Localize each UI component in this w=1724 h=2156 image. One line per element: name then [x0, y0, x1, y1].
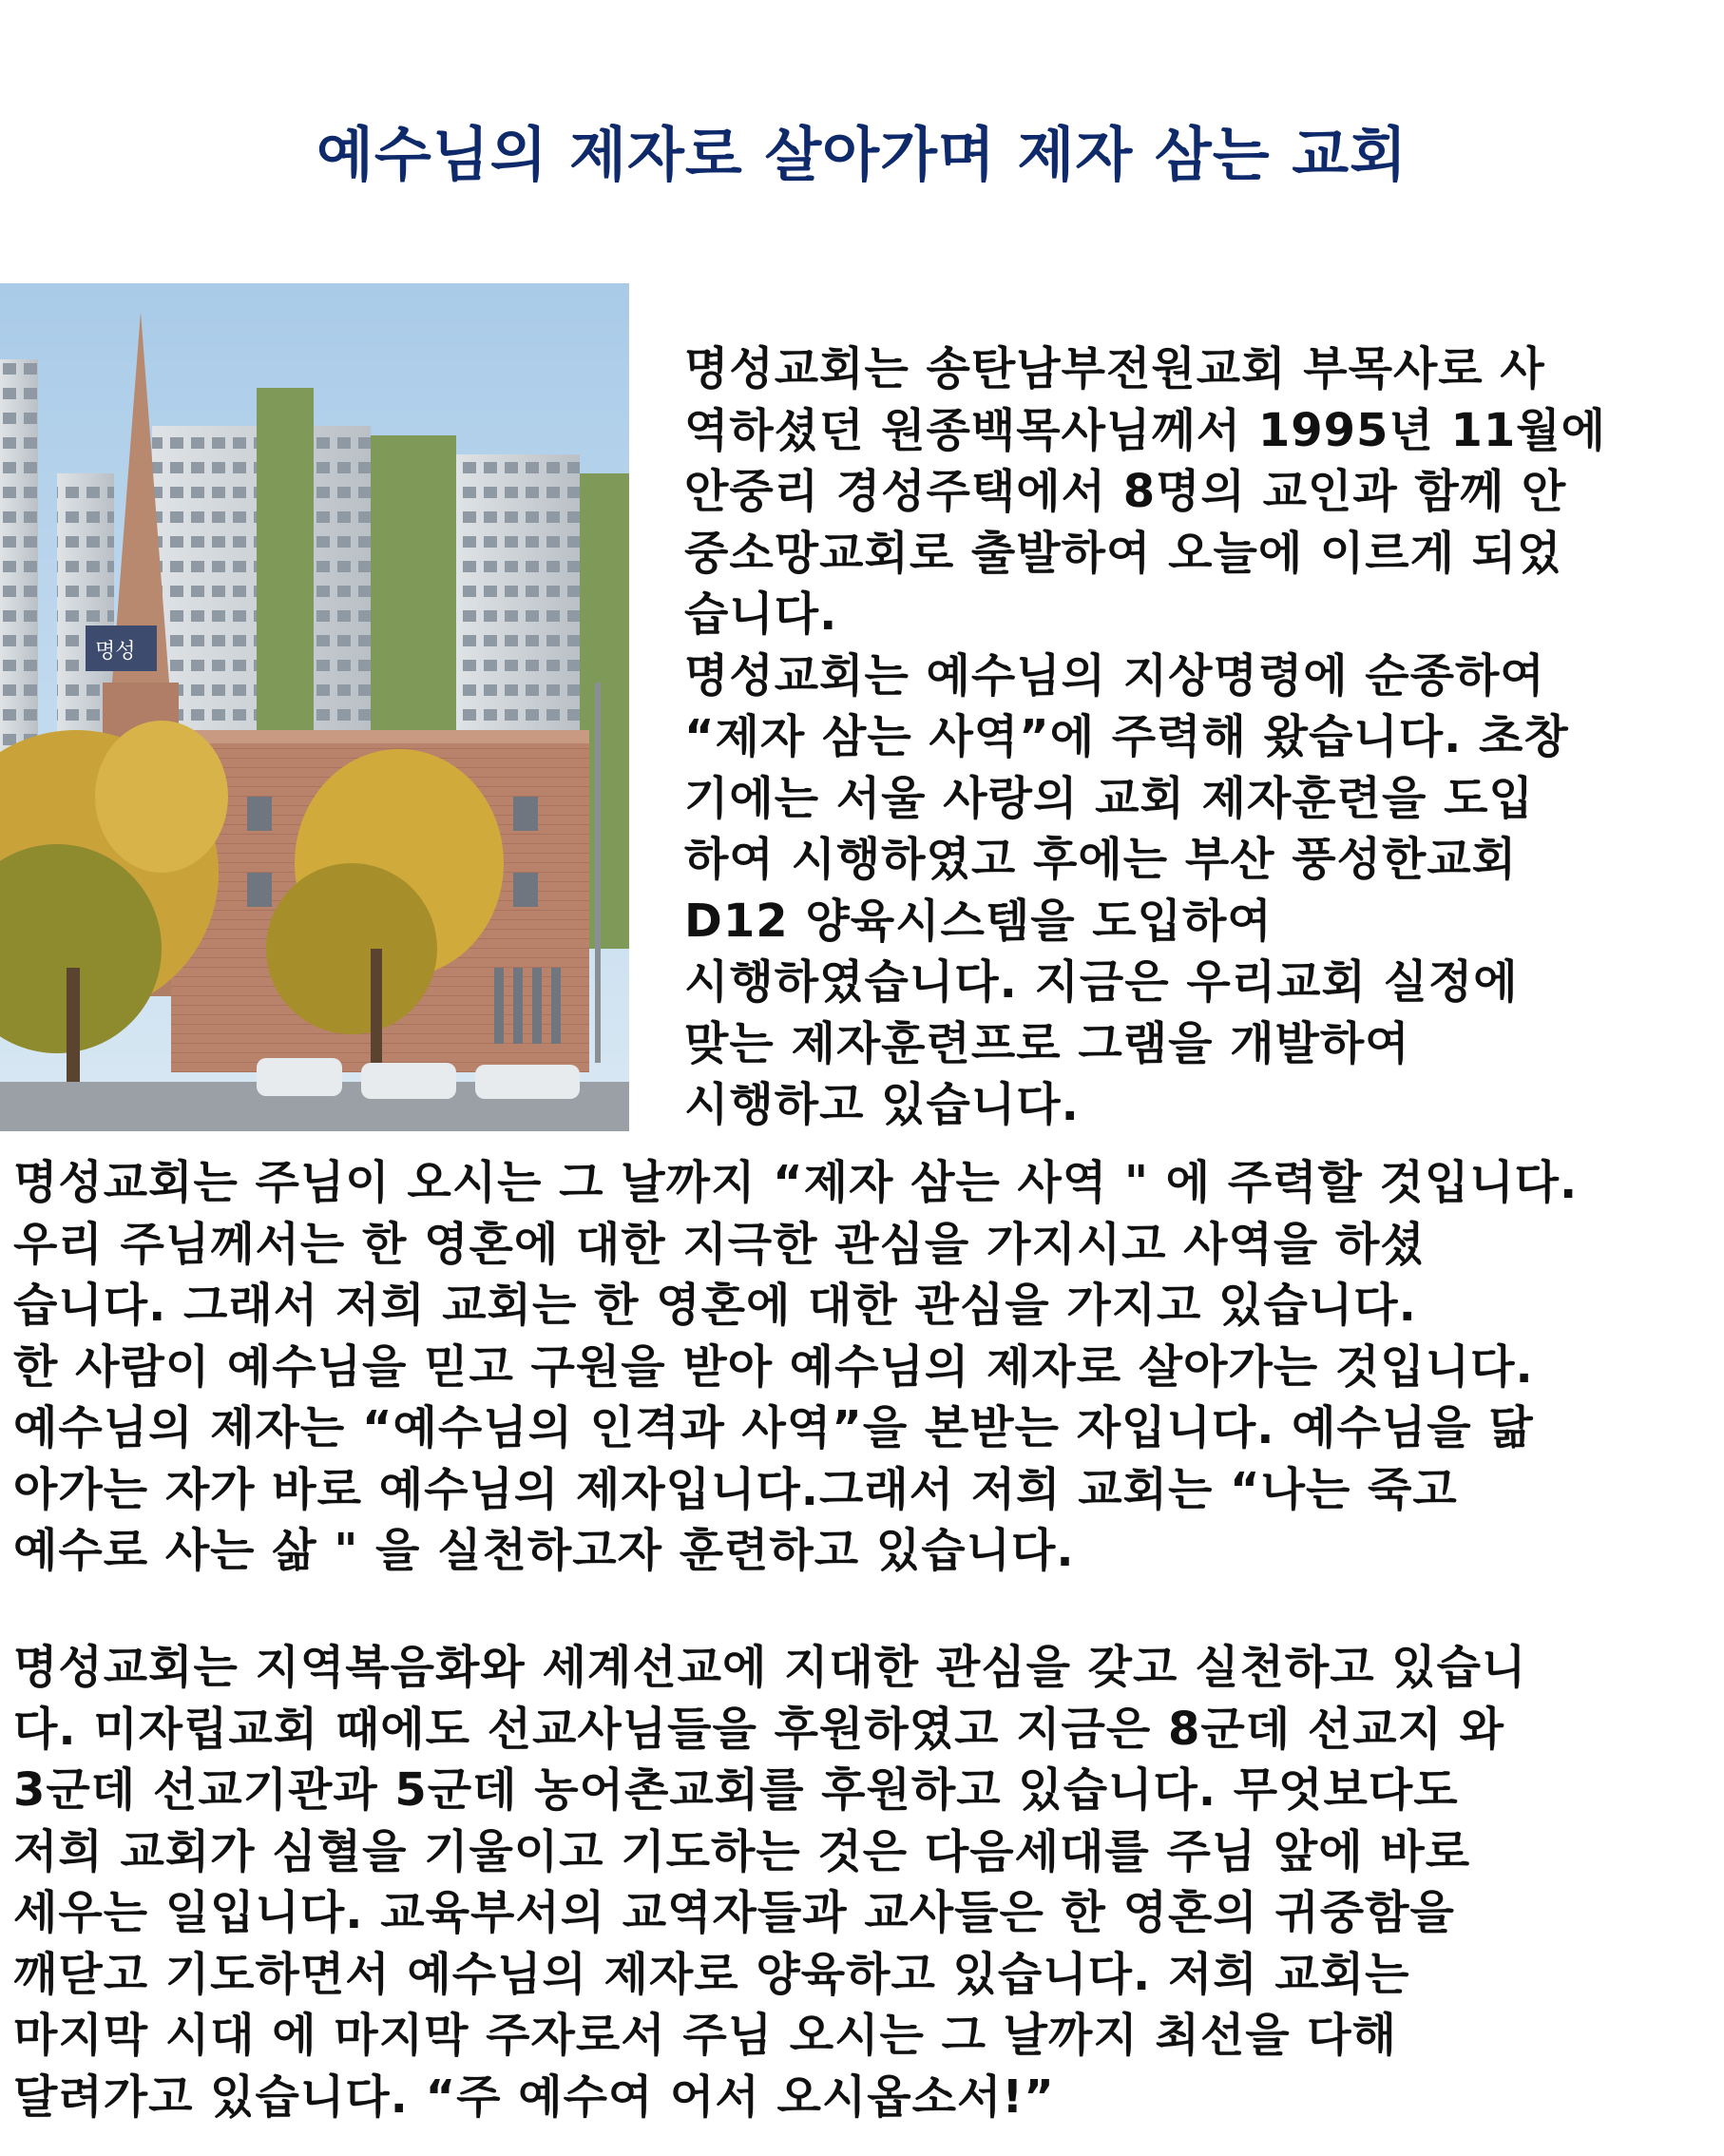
paragraph-line: 깨닫고 기도하면서 예수님의 제자로 양육하고 있습니다. 저희 교회는 [13, 1947, 1410, 2001]
intro-line: 시행하고 있습니다. [684, 1078, 1080, 1131]
church-photo-illustration [0, 283, 629, 1131]
paragraph-line: 3군데 선교기관과 5군데 농어촌교회를 후원하고 있습니다. 무엇보다도 [13, 1763, 1459, 1817]
paragraph-line: 다. 미자립교회 때에도 선교사님들을 후원하였고 지금은 8군데 선교지 와 [13, 1702, 1504, 1756]
paragraph-missions [13, 1637, 1714, 2127]
paragraph-line: 명성교회는 주님이 오시는 그 날까지 “제자 삼는 사역 " 에 주력할 것입니다. [13, 1156, 1579, 1209]
intro-line: 습니다. [684, 587, 838, 641]
intro-line: 맞는 제자훈련프로 그램을 개발하여 [684, 1016, 1410, 1070]
paragraph-line: 예수로 사는 삶 " 을 실천하고자 훈련하고 있습니다. [13, 1524, 1075, 1577]
intro-line: 명성교회는 예수님의 지상명령에 순종하여 [684, 648, 1545, 703]
church-building-photo [0, 283, 629, 1131]
paragraph-line: 우리 주님께서는 한 영혼에 대한 지극한 관심을 가지시고 사역을 하셨 [13, 1217, 1426, 1271]
paragraph-line: 명성교회는 지역복음화와 세계선교에 지대한 관심을 갖고 실천하고 있습니 [13, 1641, 1527, 1694]
paragraph-line: 예수님의 제자는 “예수님의 인격과 사역”을 본받는 자입니다. 예수님을 닮 [13, 1401, 1534, 1454]
paragraph-line: 습니다. 그래서 저희 교회는 한 영혼에 대한 관심을 가지고 있습니다. [13, 1279, 1417, 1332]
church-sign-text: 명성 [95, 640, 136, 664]
intro-line: 중소망교회로 출발하여 오늘에 이르게 되었 [684, 526, 1562, 580]
paragraph-line: 아가는 자가 바로 예수님의 제자입니다.그래서 저희 교회는 “나는 죽고 [13, 1462, 1458, 1516]
paragraph-discipleship [13, 1152, 1714, 1582]
intro-line: D12 양육시스템을 도입하여 [684, 894, 1273, 948]
intro-line: 안중리 경성주택에서 8명의 교인과 함께 안 [684, 465, 1567, 518]
intro-line: “제자 삼는 사역”에 주력해 왔습니다. 초창 [684, 710, 1569, 763]
intro-line: 명성교회는 송탄남부전원교회 부목사로 사 [684, 342, 1545, 395]
page-title: 예수님의 제자로 살아가며 제자 삼는 교회 [316, 120, 1408, 189]
paragraph-line: 마지막 시대 에 마지막 주자로서 주님 오시는 그 날까지 최선을 다해 [13, 2009, 1398, 2062]
intro-line: 기에는 서울 사랑의 교회 제자훈련을 도입 [684, 771, 1534, 825]
paragraph-line: 한 사람이 예수님을 믿고 구원을 받아 예수님의 제자로 살아가는 것입니다. [13, 1339, 1534, 1394]
intro-text-block [684, 338, 1701, 1136]
intro-line: 하여 시행하였고 후에는 부산 풍성한교회 [684, 833, 1518, 886]
intro-line: 역하셨던 원종백목사님께서 1995년 11월에 [684, 403, 1607, 457]
intro-line: 시행하였습니다. 지금은 우리교회 실정에 [684, 955, 1519, 1009]
paragraph-line: 세우는 일입니다. 교육부서의 교역자들과 교사들은 한 영혼의 귀중함을 [13, 1886, 1455, 1939]
paragraph-line: 달려가고 있습니다. “주 예수여 어서 오시옵소서!” [13, 2069, 1055, 2124]
paragraph-line: 저희 교회가 심혈을 기울이고 기도하는 것은 다음세대를 주님 앞에 바로 [13, 1824, 1471, 1878]
